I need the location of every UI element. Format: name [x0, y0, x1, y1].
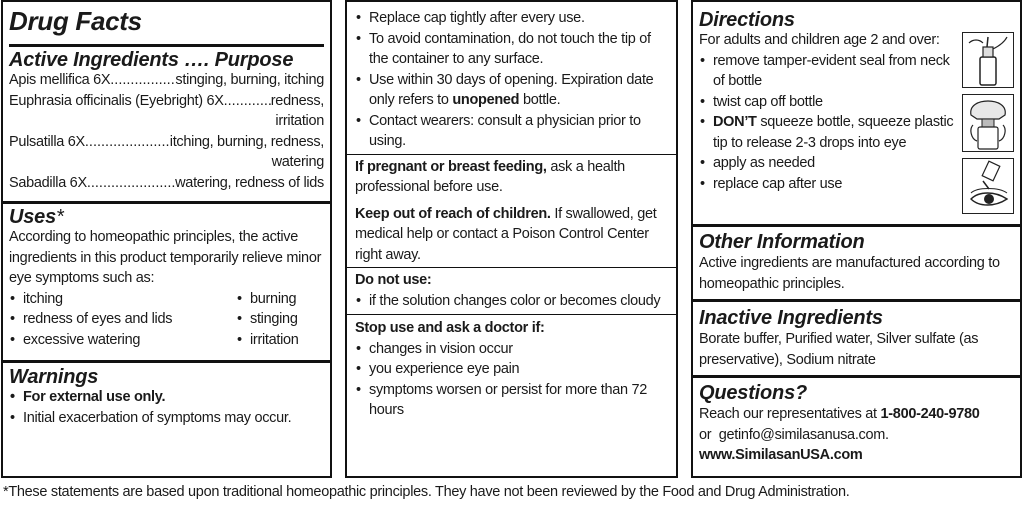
directions-list	[699, 51, 956, 195]
other-information-heading: Other Information	[699, 231, 865, 253]
warnings-section	[3, 365, 330, 428]
warnings-divider	[3, 360, 330, 363]
list-item: • Contact wearers: consult a physician prior to using.	[355, 111, 668, 152]
list-item: • changes in vision occur	[355, 339, 668, 360]
drug-facts-title-section	[3, 6, 330, 36]
list-item: • symptoms worsen or persist for more than 72 hours	[355, 380, 668, 421]
directions-heading: Directions	[699, 9, 795, 31]
ingredient-purpose-cont: irritation	[275, 113, 324, 129]
other-information-text: Active ingredients are manufactured according to homeopathic principles.	[699, 255, 1000, 292]
usage-instructions-list	[355, 8, 668, 152]
other-info-divider	[693, 224, 1020, 227]
other-information-section	[693, 230, 1020, 294]
twist-cap-icon	[963, 95, 1013, 151]
divider	[347, 314, 676, 315]
list-item: • remove tamper-evident seal from neck of bottle	[699, 51, 956, 92]
website: www.SimilasanUSA.com	[699, 447, 863, 463]
directions-intro: For adults and children age 2 and over:	[699, 32, 940, 48]
questions-section	[693, 381, 1020, 466]
list-item: • irritation	[236, 330, 324, 351]
uses-divider	[3, 201, 330, 204]
pregnant-warning: If pregnant or breast feeding, ask a health professional before use.	[355, 158, 625, 195]
list-item: • redness of eyes and lids	[9, 309, 236, 330]
drug-facts-column-3	[691, 0, 1022, 478]
email-line: or getinfo@similasanusa.com.	[699, 426, 889, 443]
keep-out-of-reach: Keep out of reach of children. If swallowed, get medical help or contact a Poison Control Center right away.	[355, 205, 657, 263]
list-item: • apply as needed	[699, 153, 956, 174]
questions-heading: Questions?	[699, 382, 808, 404]
stop-use-heading: Stop use and ask a doctor if:	[355, 320, 545, 336]
stop-use-list	[355, 339, 668, 421]
drug-facts-column-1	[1, 0, 332, 478]
ingredient-row: Apis mellifica 6X ..... stinging, burning, itching	[9, 70, 324, 91]
active-ingredients-heading: Active Ingredients …. Purpose	[9, 49, 294, 71]
list-item: • To avoid contamination, do not touch the tip of the container to any surface.	[355, 29, 668, 70]
uses-symptoms	[9, 289, 324, 351]
drug-facts-title: Drug Facts	[9, 6, 142, 36]
active-ingredients-list	[9, 70, 324, 193]
list-item: • if the solution changes color or becomes cloudy	[355, 291, 668, 312]
uses-list-right	[236, 289, 324, 351]
list-item: • DON’T squeeze bottle, squeeze plastic tip to release 2-3 drops into eye	[699, 112, 956, 153]
warnings-heading: Warnings	[9, 366, 99, 388]
questions-divider	[693, 375, 1020, 378]
active-ingredients-section	[3, 48, 330, 193]
inactive-ingredients-text: Borate buffer, Purified water, Silver sulfate (as preservative), Sodium nitrate	[699, 331, 979, 368]
ingredient-row: Pulsatilla 6X ..... itching, burning, redness,	[9, 132, 324, 153]
uses-intro: According to homeopathic principles, the active ingredients in this product temporarily relieve minor eye symptoms such as:	[9, 229, 322, 286]
list-item: • stinging	[236, 309, 324, 330]
uses-heading: Uses*	[9, 206, 64, 228]
list-item: • you experience eye pain	[355, 359, 668, 380]
inactive-divider	[693, 299, 1020, 302]
ingredient-row: Sabadilla 6X ..... watering, redness of lids	[9, 173, 324, 194]
list-item: • itching	[9, 289, 236, 310]
footnote: *These statements are based upon traditional homeopathic principles. They have not been reviewed by the Food and Drug Administration.	[3, 484, 850, 500]
ingredient-purpose-cont: watering	[271, 154, 324, 170]
drug-facts-column-2	[345, 0, 678, 478]
inactive-ingredients-heading: Inactive Ingredients	[699, 307, 883, 329]
phone-number: 1-800-240-9780	[880, 406, 980, 422]
remove-seal-pictogram	[962, 32, 1014, 88]
list-item: • Replace cap tightly after every use.	[355, 8, 668, 29]
do-not-use-list	[355, 291, 668, 312]
uses-section	[3, 205, 330, 350]
list-item: • burning	[236, 289, 324, 310]
list-item: • Use within 30 days of opening. Expiration date only refers to unopened bottle.	[355, 70, 668, 111]
twist-cap-pictogram	[962, 94, 1014, 152]
list-item: • For external use only.	[9, 387, 324, 408]
warnings-list	[9, 387, 324, 428]
list-item: • Initial exacerbation of symptoms may occur.	[9, 408, 324, 429]
list-item: • excessive watering	[9, 330, 236, 351]
title-divider	[9, 44, 324, 47]
ingredient-row: Euphrasia officinalis (Eyebright) 6X ..... redness,	[9, 91, 324, 112]
inactive-ingredients-section	[693, 306, 1020, 370]
list-item: • twist cap off bottle	[699, 92, 956, 113]
bottle-seal-icon	[963, 33, 1013, 87]
do-not-use-heading: Do not use:	[355, 272, 432, 288]
apply-drops-pictogram	[962, 158, 1014, 214]
divider	[347, 267, 676, 268]
list-item: • replace cap after use	[699, 174, 956, 195]
eye-drop-icon	[963, 159, 1013, 213]
divider	[347, 154, 676, 155]
uses-list-left	[9, 289, 236, 351]
questions-contact-line: Reach our representatives at 1-800-240-9780	[699, 406, 980, 422]
